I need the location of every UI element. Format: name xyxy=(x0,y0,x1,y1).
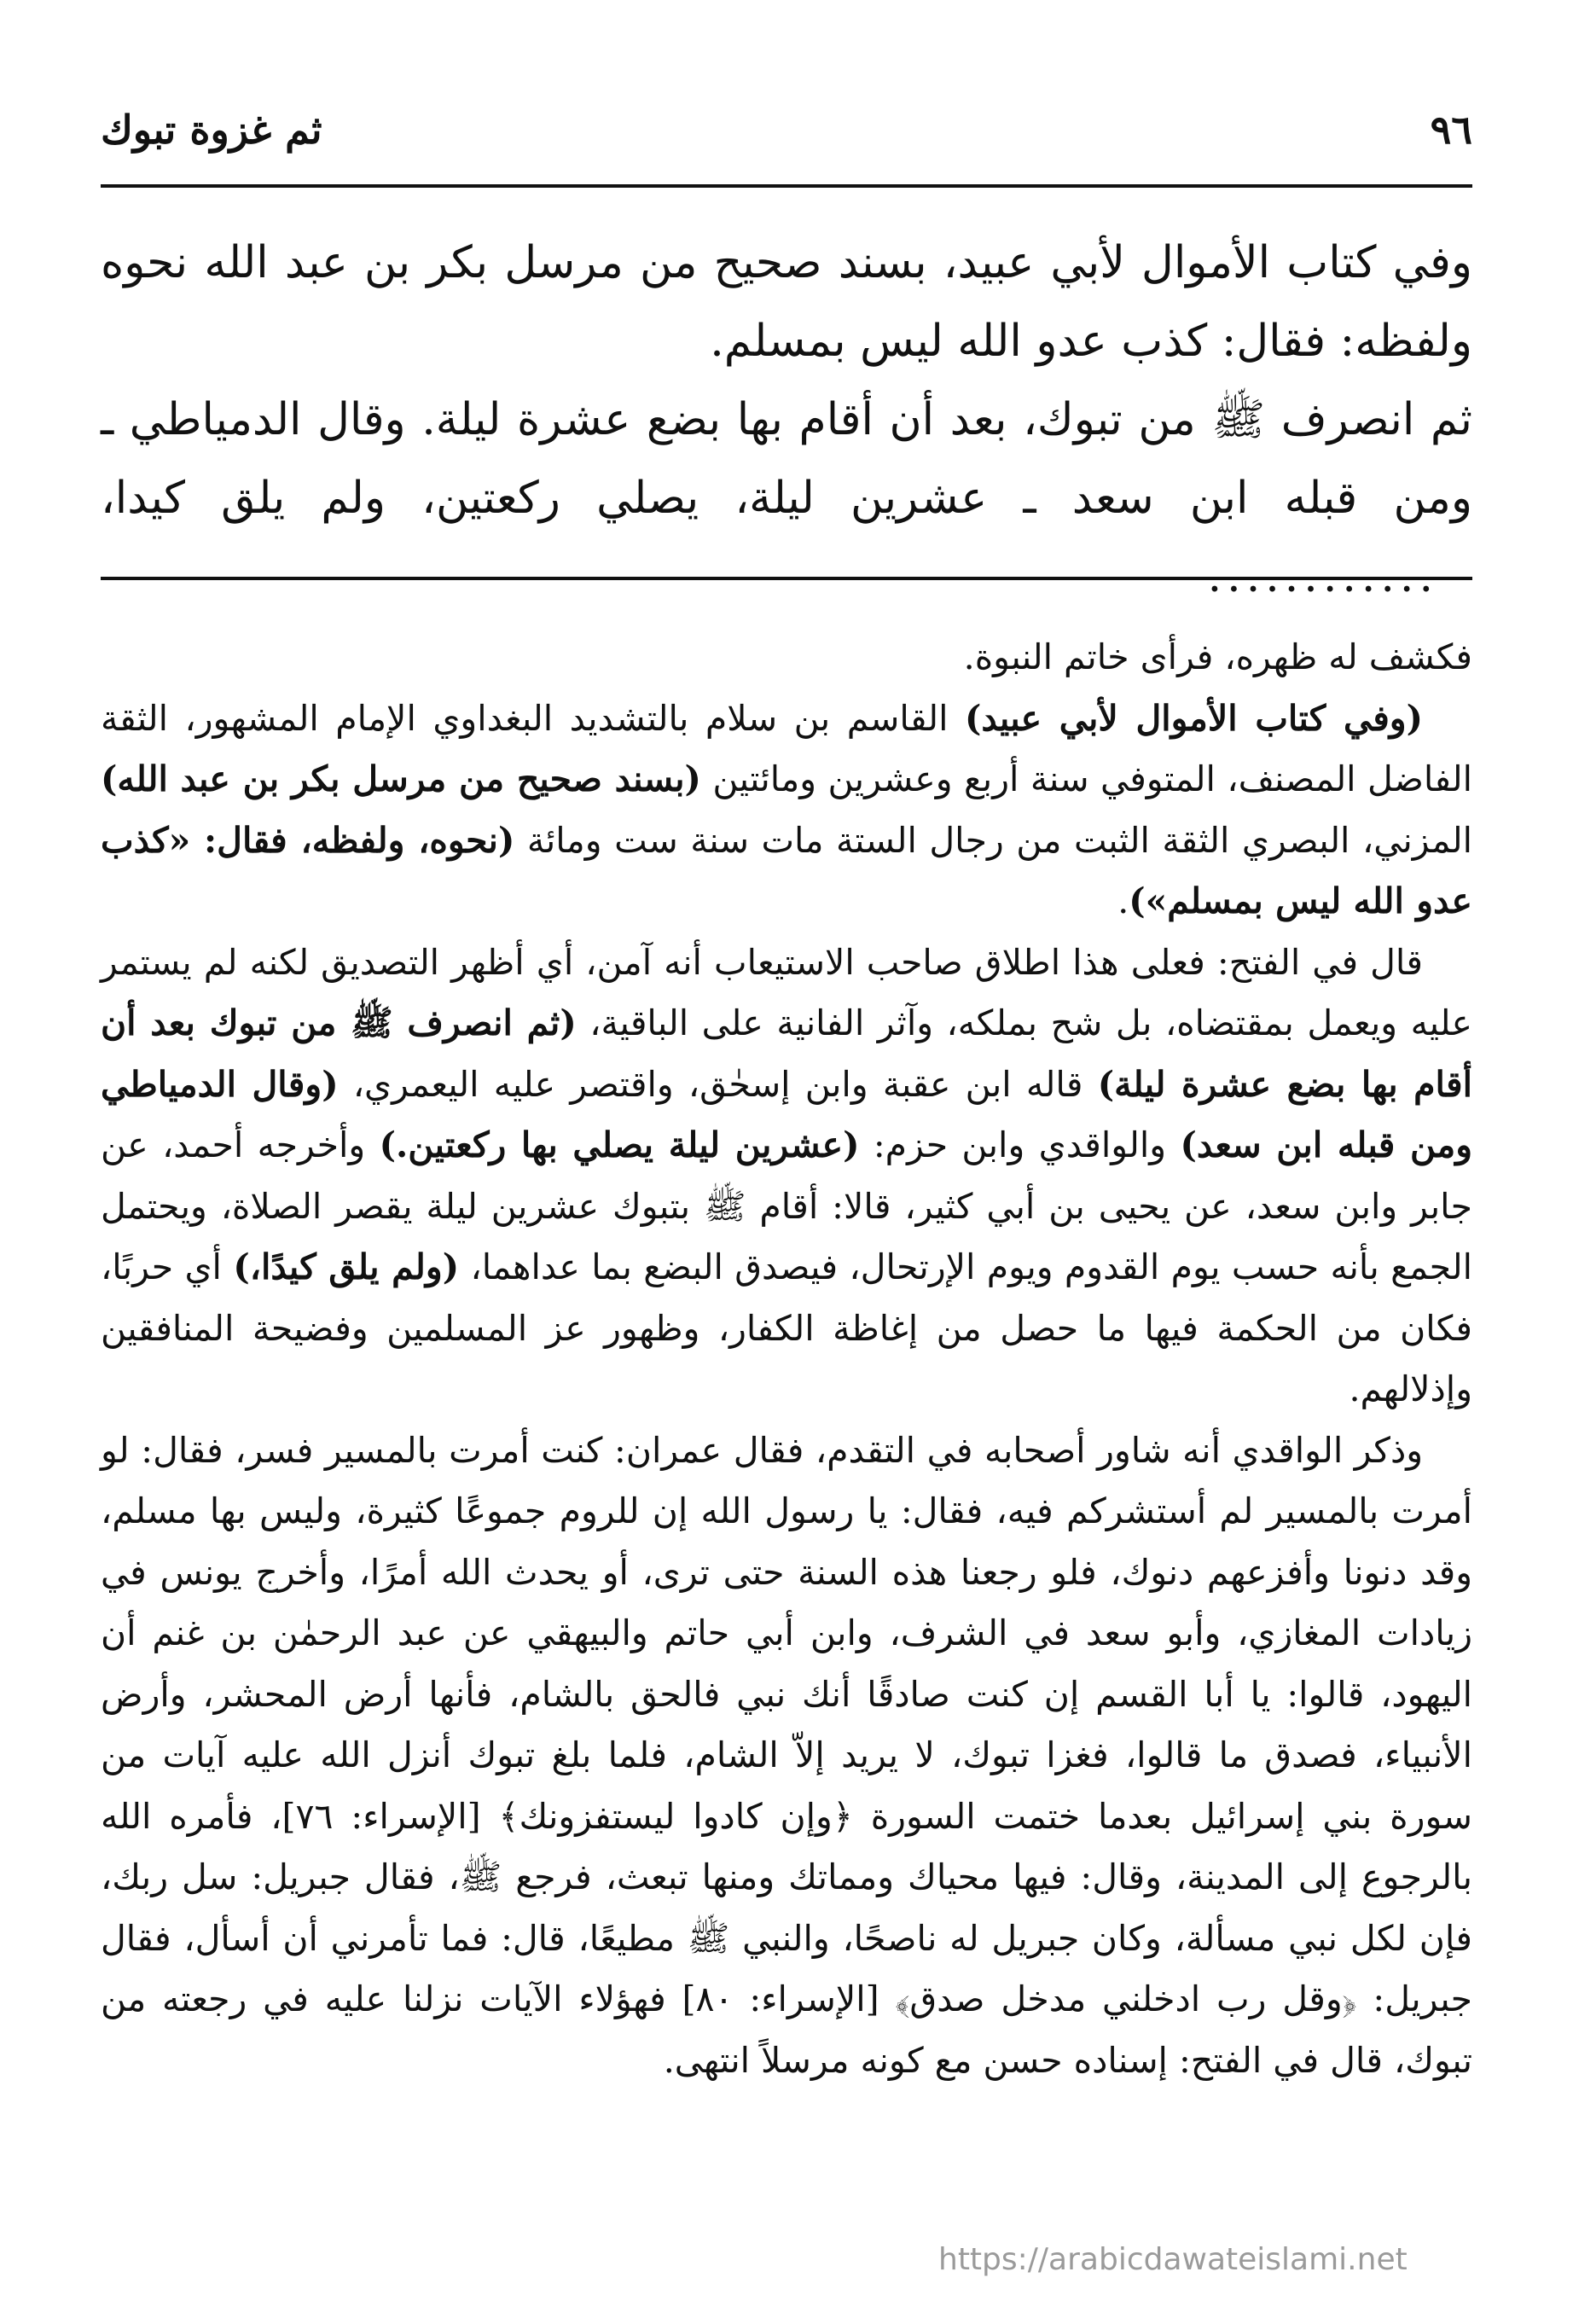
quoted-matn: (نحوه، ولفظه، فقال: «كذب عدو الله ليس بمسلم») xyxy=(101,819,1472,921)
quoted-matn: (ولم يلق كيدًا،) xyxy=(233,1246,460,1287)
commentary-span: قاله ابن عقبة وابن إسحٰق، واقتصر عليه اليعمري، xyxy=(338,1063,1098,1105)
commentary-span: قال في الفتح: فعلى هذا اطلاق صاحب الاستيعاب أنه آمن، أي أظهر التصديق لكنه لم يستمر عليه ويعمل بمقتضاه، بل شح بملكه، وآثر الفانية على الباقية، xyxy=(101,941,1472,1043)
commentary-span: وأخرجه أحمد، عن جابر وابن سعد، عن يحيى بن أبي كثير، قالا: أقام ﷺ بتبوك عشرين ليلة يقصر الصلاة، ويحتمل الجمع بأنه حسب يوم القدوم ويوم الإرتحال، فيصدق البضع بما عداهما، xyxy=(101,1124,1472,1287)
page-header xyxy=(101,96,1472,164)
quoted-matn: (وقال الدمياطي ومن قبله ابن سعد) xyxy=(101,1063,1473,1165)
page-number: ٩٦ xyxy=(1430,107,1472,153)
commentary-span: والواقدي وابن حزم: xyxy=(859,1124,1181,1165)
quoted-matn: (بسند صحيح من مرسل بكر بن عبد الله) xyxy=(101,758,701,799)
main-text xyxy=(101,224,1472,616)
main-text-paragraph: وفي كتاب الأموال لأبي عبيد، بسند صحيح من مرسل بكر بن عبد الله نحوه ولفظه: فقال: كذب عدو الله ليس بمسلم. xyxy=(101,237,1472,367)
header-rule xyxy=(101,184,1472,188)
quoted-matn: (ثم انصرف ﷺ من تبوك بعد أن أقام بها بضع عشرة ليلة) xyxy=(101,1002,1472,1105)
watermark-url: https://arabicdawateislami.net xyxy=(938,2242,1408,2277)
quoted-matn: (عشرين ليلة يصلي بها ركعتين.) xyxy=(379,1124,860,1165)
commentary-paragraph xyxy=(101,933,1472,1421)
commentary-span: . xyxy=(1117,880,1129,921)
commentary-paragraph: فكشف له ظهره، فرأى خاتم النبوة. xyxy=(963,636,1472,677)
separator-rule xyxy=(101,577,1472,580)
main-text-line: ثم انصرف ﷺ من تبوك، بعد أن أقام بها بضع عشرة ليلة. وقال الدمياطي ـ ومن قبله ابن سعد ـ عشرين ليلة، يصلي ركعتين، ولم يلق كيدا، xyxy=(101,394,1472,524)
running-title: ثم غزوة تبوك xyxy=(101,107,322,153)
main-text-paragraph xyxy=(101,381,1472,616)
continuation-dots: ............ xyxy=(1207,551,1438,602)
commentary-paragraph xyxy=(101,688,1472,933)
commentary-span: المزني، البصري الثقة الثبت من رجال الستة مات سنة ست ومائة xyxy=(514,819,1473,861)
commentary-span: أي حربًا، فكان من الحكمة فيها ما حصل من إغاظة الكفار، وظهور عز المسلمين وفضيحة المنافقين وإذلالهم. xyxy=(101,1246,1472,1409)
commentary-paragraph: وذكر الواقدي أنه شاور أصحابه في التقدم، فقال عمران: كنت أمرت بالمسير فسر، فقال: لو أمرت بالمسير لم أستشركم فيه، فقال: يا رسول الله إن للروم جموعًا كثيرة، وليس بها مسلم، وقد دنونا وأفزعهم دنوك، فلو رجعنا هذه السنة حتى ترى، أو يحدث الله أمرًا، وأخرج يونس في زيادات المغازي، وأبو سعد في الشرف، وابن أبي حاتم والبيهقي عن عبد الرحمٰن بن غنم أن اليهود، قالوا: يا أبا القسم إن كنت صادقًا أنك نبي فالحق بالشام، فأنها أرض المحشر، وأرض الأنبياء، فصدق ما قالوا، فغزا تبوك، لا يريد إلاّ الشام، فلما بلغ تبوك أنزل الله عليه آيات من سورة بني إسرائيل بعدما ختمت السورة ﴿وإن كادوا ليستفزونك﴾ [الإسراء: ٧٦]، فأمره الله بالرجوع إلى المدينة، وقال: فيها محياك ومماتك ومنها تبعث، فرجع ﷺ، فقال جبريل: سل ربك، فإن لكل نبي مسألة، وكان جبريل له ناصحًا، والنبي ﷺ مطيعًا، قال: فما تأمرني أن أسأل، فقال جبريل: ﴿وقل رب ادخلني مدخل صدق﴾ [الإسراء: ٨٠] فهؤلاء الآيات نزلنا عليه في رجعته من تبوك، قال في الفتح: إسناده حسن مع كونه مرسلاً انتهى. xyxy=(101,1429,1472,2081)
quoted-matn: (وفي كتاب الأموال لأبي عبيد) xyxy=(964,697,1423,739)
commentary-text xyxy=(101,627,1472,2091)
commentary-span: القاسم بن سلام بالتشديد البغداوي الإمام المشهور، الثقة الفاضل المصنف، المتوفي سنة أربع وعشرين ومائتين xyxy=(101,697,1473,799)
